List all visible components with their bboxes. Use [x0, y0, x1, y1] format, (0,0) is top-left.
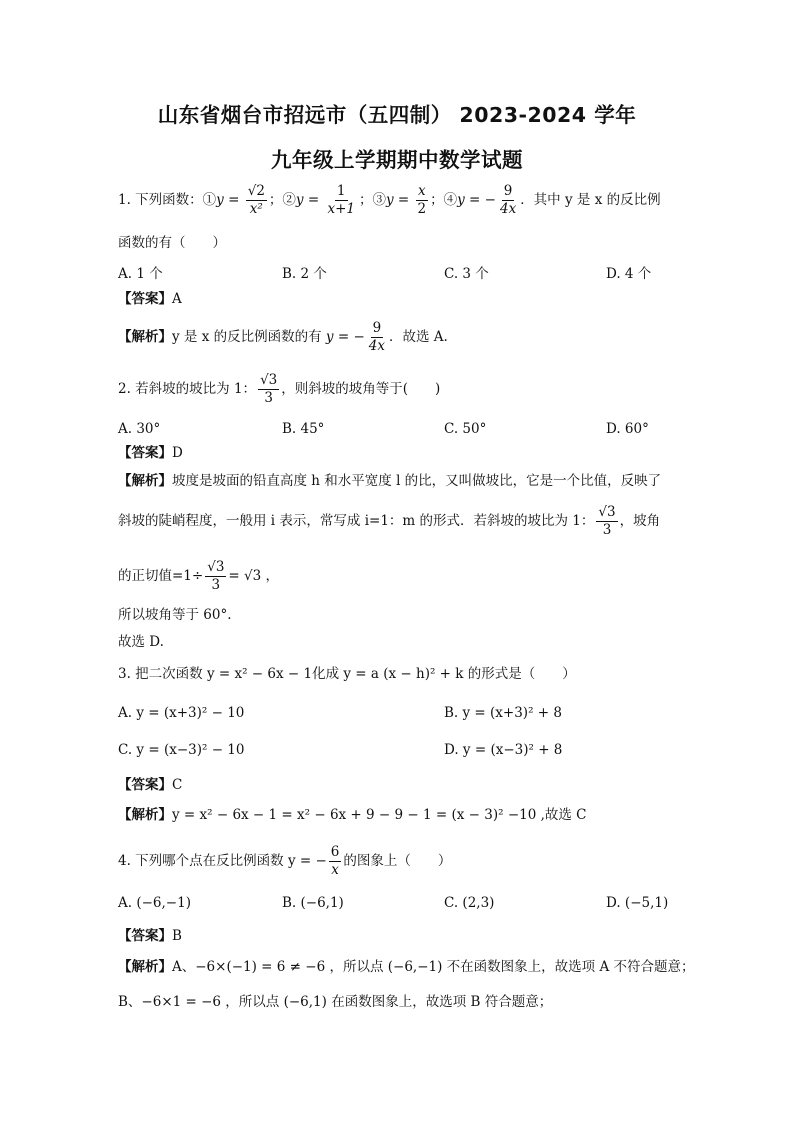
q2-analysis-line4: 所以坡角等于 60°.	[118, 607, 232, 623]
q2-option-a: A. 30°	[118, 421, 161, 437]
q4-option-d: D. (−5,1)	[606, 895, 669, 911]
q2-analysis-line2: 斜坡的陡峭程度，一般用 i 表示，常写成 i=1：m 的形式．若斜坡的坡比为 1： $\frac{√3}{3}$ ，坡角	[118, 504, 661, 538]
q3-option-b: B. y = (x+3)² + 8	[444, 705, 562, 721]
q2-analysis-line3: 的正切值=1÷ $\frac{√3}{3}$ = √3 ，	[118, 559, 280, 593]
q2-analysis-line1: 【解析】坡度是坡面的铅直高度 h 和水平宽度 l 的比，又叫做坡比，它是一个比值，反映了	[118, 473, 662, 489]
q4-option-a: A. (−6,−1)	[118, 895, 191, 911]
q2-option-b: B. 45°	[282, 421, 325, 437]
exam-title-line2: 九年级上学期期中数学试题	[271, 148, 523, 172]
q4-analysis-line2: B、−6×1 = −6 ，所以点 (−6,1) 在函数图象上，故选项 B 符合题意；	[118, 994, 553, 1010]
q2-stem: 2. 若斜坡的坡比为 1： $\frac{√3}{3}$ ，则斜坡的坡角等于( )	[118, 372, 441, 406]
q3-option-d: D. y = (x−3)² + 8	[444, 742, 563, 758]
q2-analysis-line5: 故选 D.	[118, 634, 164, 650]
q4-analysis-line1: 【解析】A、−6×(−1) = 6 ≠ −6 ，所以点 (−6,−1) 不在函数图象上，故选项 A 不符合题意；	[118, 959, 695, 975]
q1-answer: 【答案】A	[118, 291, 182, 307]
q3-option-c: C. y = (x−3)² − 10	[118, 742, 245, 758]
q1-stem-line2: 函数的有（ ）	[118, 235, 226, 251]
q4-option-b: B. (−6,1)	[282, 895, 344, 911]
q4-stem: 4. 下列哪个点在反比例函数 y = − $\frac{6}{x}$ 的图象上（ ）	[118, 844, 452, 878]
q3-option-a: A. y = (x+3)² − 10	[118, 705, 245, 721]
exam-title-line1: 山东省烟台市招远市（五四制） 2023-2024 学年	[157, 103, 637, 127]
q1-analysis: 【解析】 y 是 x 的反比例函数的有 y = − $\frac{9}{4x}$ ．故选 A.	[118, 320, 448, 354]
q2-answer: 【答案】D	[118, 445, 183, 461]
q3-answer: 【答案】C	[118, 777, 183, 793]
q4-answer: 【答案】B	[118, 928, 182, 944]
q1-option-c: C. 3 个	[444, 266, 489, 282]
q1-option-d: D. 4 个	[606, 266, 652, 282]
q2-option-c: C. 50°	[444, 421, 487, 437]
q3-stem: 3. 把二次函数 y = x² − 6x − 1化成 y = a (x − h)² + k 的形式是（ ）	[118, 666, 576, 682]
q3-analysis: 【解析】y = x² − 6x − 1 = x² − 6x + 9 − 9 − 1 = (x − 3)² −10 ,故选 C	[118, 807, 587, 823]
q1-option-a: A. 1 个	[118, 266, 163, 282]
q1-stem: 1. 下列函数：① y = $\frac{√2}{\text{x²}}$ ；② y = $\frac{1}{x+1}$ ；③ y = $\frac{x}{2}$ ；④ y = − $\frac{9}{4x}$ ．其中 y 是 x 的反比例	[118, 183, 661, 217]
q2-option-d: D. 60°	[606, 421, 649, 437]
q4-option-c: C. (2,3)	[444, 895, 495, 911]
q1-option-b: B. 2 个	[282, 266, 327, 282]
